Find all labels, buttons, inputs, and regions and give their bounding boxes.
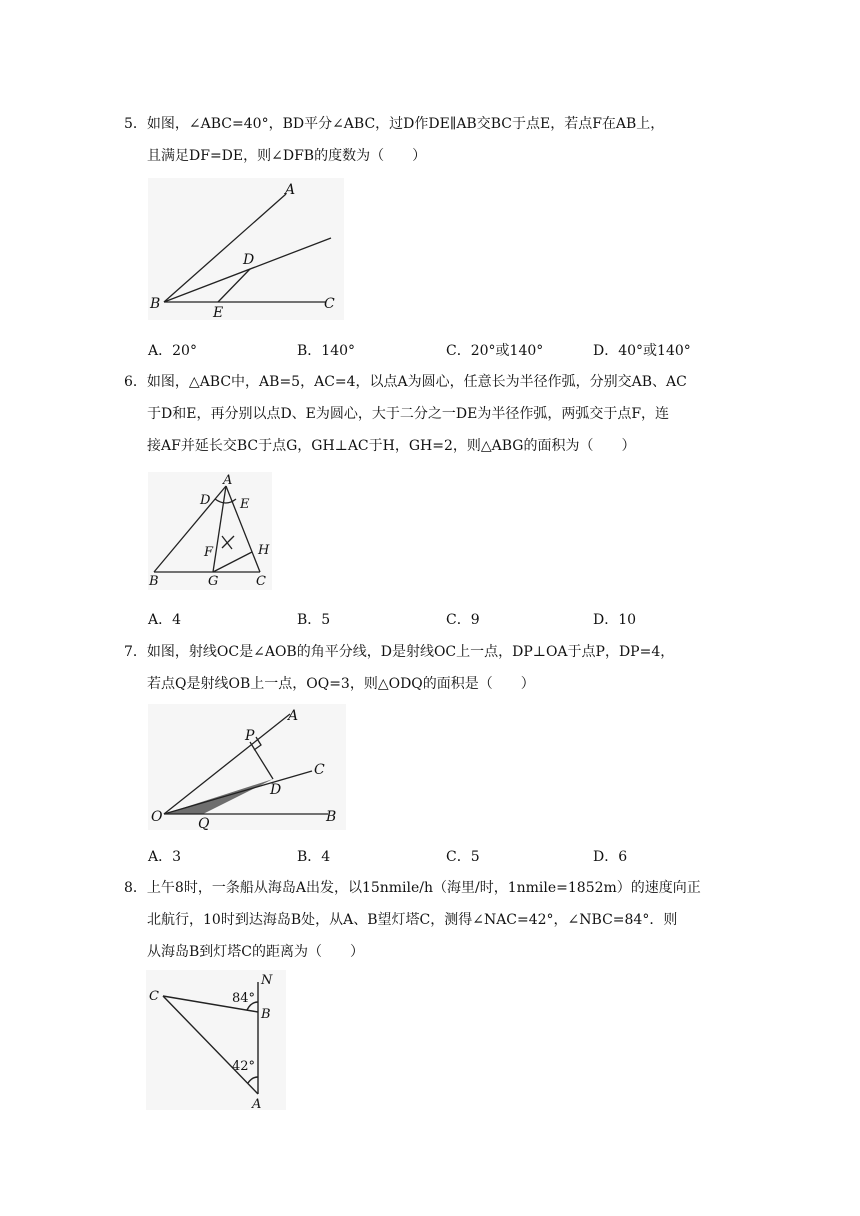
- question-6-stem: [124, 366, 734, 462]
- point-label-g: G: [208, 574, 219, 589]
- question-text-line: 如图，∠ABC=40°，BD平分∠ABC，过D作DE∥AB交BC于点E，若点F在AB上，: [146, 116, 665, 132]
- point-label-a: A: [288, 708, 299, 724]
- point-label-b: B: [261, 1007, 271, 1022]
- option-d: D．10: [593, 612, 637, 628]
- point-label-n: N: [261, 973, 273, 988]
- figure-q6: [148, 472, 272, 590]
- question-number: 7．: [124, 644, 147, 660]
- point-label-p: P: [245, 728, 255, 744]
- figure-q8: [146, 970, 286, 1110]
- option-d: D．6: [593, 849, 628, 865]
- figure-q5: [148, 178, 344, 320]
- point-label-c: C: [256, 574, 266, 589]
- option-a: A．3: [148, 849, 182, 865]
- point-label-c: C: [324, 296, 335, 312]
- question-7-stem: [124, 636, 734, 700]
- point-label-b: B: [149, 574, 159, 589]
- point-label-d: D: [270, 782, 282, 798]
- point-label-a: A: [223, 473, 233, 488]
- point-label-d: D: [243, 252, 255, 268]
- point-label-q: Q: [198, 816, 210, 830]
- question-text-line: 接AF并延长交BC于点G，GH⊥AC于H，GH=2，则△ABG的面积为（ ）: [147, 438, 636, 454]
- point-label-b: B: [150, 296, 161, 312]
- question-number: 6．: [124, 374, 147, 390]
- options-q5: [148, 340, 728, 362]
- figure-q7: [148, 704, 346, 830]
- question-text-line: 于D和E，再分别以点D、E为圆心，大于二分之一DE为半径作弧，两弧交于点F，连: [147, 406, 670, 422]
- question-text-line: 如图，△ABC中，AB=5，AC=4，以点A为圆心，任意长为半径作弧，分别交AB、AC: [146, 374, 687, 390]
- question-text-line: 若点Q是射线OB上一点，OQ=3，则△ODQ的面积是（ ）: [147, 676, 535, 692]
- option-c: C．5: [446, 849, 480, 865]
- option-a: A．4: [148, 612, 182, 628]
- point-label-h: H: [258, 543, 270, 558]
- option-c: C．9: [446, 612, 480, 628]
- option-d: D．40°或140°: [593, 343, 691, 359]
- question-number: 8．: [124, 880, 147, 896]
- point-label-f: F: [204, 545, 214, 560]
- option-b: B．140°: [297, 343, 356, 359]
- point-label-b: B: [326, 809, 337, 825]
- point-label-e: E: [213, 305, 224, 320]
- angle-label-42: 42°: [232, 1059, 256, 1074]
- question-number: 5．: [124, 116, 147, 132]
- point-label-a: A: [285, 182, 296, 198]
- options-q6: [148, 609, 728, 631]
- question-text-line: 从海岛B到灯塔C的距离为（ ）: [147, 944, 364, 960]
- option-b: B．5: [297, 612, 331, 628]
- angle-label-84: 84°: [232, 991, 256, 1006]
- question-5-stem: [124, 108, 734, 172]
- point-label-c: C: [314, 762, 325, 778]
- option-c: C．20°或140°: [446, 343, 544, 359]
- question-text-line: 北航行，10时到达海岛B处，从A、B望灯塔C，测得∠NAC=42°，∠NBC=84°．则: [147, 912, 678, 928]
- point-label-a: A: [252, 1097, 262, 1110]
- point-label-e: E: [240, 497, 250, 512]
- question-8-stem: [124, 872, 734, 968]
- option-b: B．4: [297, 849, 331, 865]
- point-label-c: C: [149, 989, 159, 1004]
- options-q7: [148, 846, 728, 868]
- question-text-line: 上午8时，一条船从海岛A出发，以15nmile/h（海里/时，1nmile=1852m）的速度向正: [146, 880, 701, 896]
- question-text-line: 如图，射线OC是∠AOB的角平分线，D是射线OC上一点，DP⊥OA于点P，DP=4，: [146, 644, 675, 660]
- point-label-o: O: [151, 809, 163, 825]
- point-label-d: D: [200, 493, 211, 508]
- question-text-line: 且满足DF=DE，则∠DFB的度数为（ ）: [147, 148, 427, 164]
- option-a: A．20°: [148, 343, 197, 359]
